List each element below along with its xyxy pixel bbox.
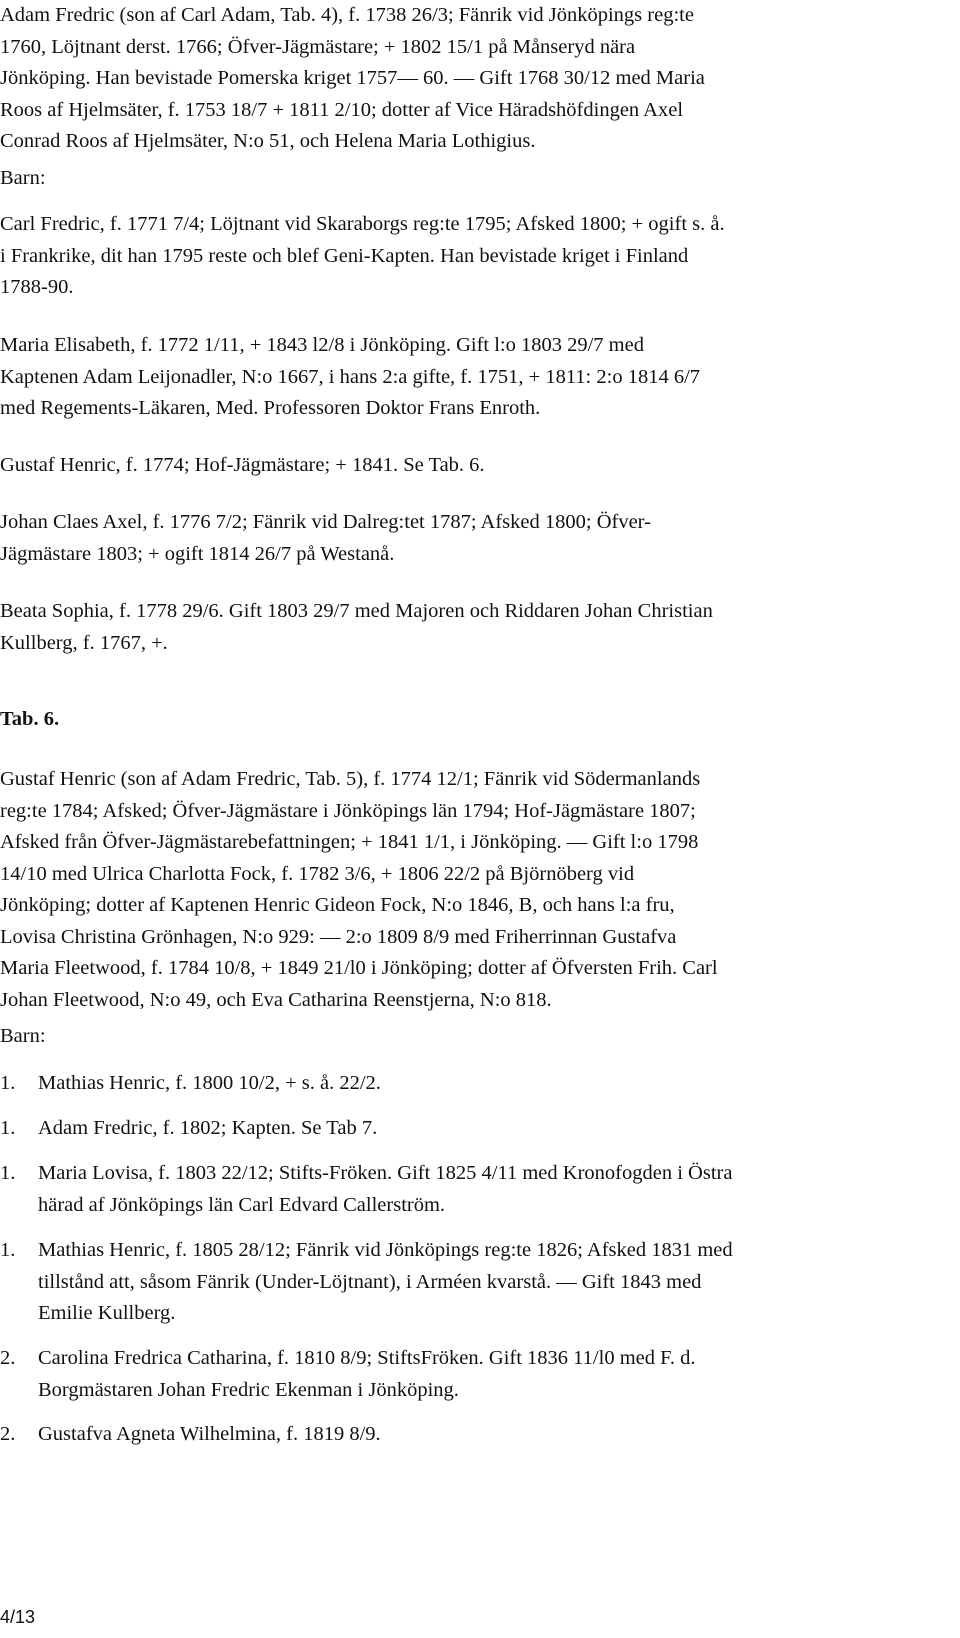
list-number: 1.	[0, 1162, 16, 1184]
text-line: Adam Fredric, f. 1802; Kapten. Se Tab 7.	[38, 1117, 378, 1139]
text-line: Gustaf Henric (son af Adam Fredric, Tab. 5), f. 1774 12/1; Fänrik vid Södermanlands	[0, 768, 701, 790]
page-number: 4/13	[0, 1607, 36, 1627]
barn-label-text: Barn:	[0, 167, 46, 189]
text-line: Mathias Henric, f. 1805 28/12; Fänrik vid Jönköpings reg:te 1826; Afsked 1831 med	[38, 1239, 733, 1261]
child-entry-gustaf-henric	[0, 450, 945, 482]
list-item	[0, 1158, 945, 1221]
text-line: Afsked från Öfver-Jägmästarebefattningen; + 1841 1/1, i Jönköping. — Gift l:o 1798	[0, 831, 699, 853]
barn-label-text: Barn:	[0, 1025, 46, 1047]
text-line: Johan Fleetwood, N:o 49, och Eva Catharina Reenstjerna, N:o 818.	[0, 988, 552, 1011]
text-line: Maria Lovisa, f. 1803 22/12; Stifts-Fröken. Gift 1825 4/11 med Kronofogden i Östra	[38, 1162, 733, 1184]
list-item	[0, 1235, 945, 1330]
list-number: 1.	[0, 1239, 16, 1261]
list-number: 2.	[0, 1347, 16, 1369]
text-line: Carl Fredric, f. 1771 7/4; Löjtnant vid Skaraborgs reg:te 1795; Afsked 1800; + ogift s. å.	[0, 213, 725, 235]
text-line: 14/10 med Ulrica Charlotta Fock, f. 1782 3/6, + 1806 22/2 på Björnöberg vid	[0, 862, 635, 885]
child-entry-johan-claes-axel	[0, 507, 945, 570]
list-item	[0, 1068, 945, 1100]
text-line: Johan Claes Axel, f. 1776 7/2; Fänrik vid Dalreg:tet 1787; Afsked 1800; Öfver-	[0, 511, 651, 533]
barn-label	[0, 1021, 945, 1053]
text-line: Mathias Henric, f. 1800 10/2, + s. å. 22/2.	[38, 1072, 381, 1094]
tab6-paragraph	[0, 764, 945, 1016]
text-line: Lovisa Christina Grönhagen, N:o 929: — 2:o 1809 8/9 med Friherrinnan Gustafva	[0, 925, 677, 948]
text-line: 1760, Löjtnant derst. 1766; Öfver-Jägmästare; + 1802 15/1 på Månseryd nära	[0, 35, 636, 58]
text-line: Conrad Roos af Hjelmsäter, N:o 51, och Helena Maria Lothigius.	[0, 130, 536, 152]
text-line: Gustaf Henric, f. 1774; Hof-Jägmästare; + 1841. Se Tab. 6.	[0, 454, 485, 476]
text-line: Beata Sophia, f. 1778 29/6. Gift 1803 29/7 med Majoren och Riddaren Johan Christian	[0, 600, 713, 622]
text-line: Gustafva Agneta Wilhelmina, f. 1819 8/9.	[38, 1423, 381, 1445]
text-line: Carolina Fredrica Catharina, f. 1810 8/9; StiftsFröken. Gift 1836 11/l0 med F. d.	[38, 1347, 696, 1369]
text-line: Maria Fleetwood, f. 1784 10/8, + 1849 21/l0 i Jönköping; dotter af Öfversten Frih. Carl	[0, 957, 718, 979]
text-line: Emilie Kullberg.	[38, 1302, 176, 1324]
text-line: tillstånd att, såsom Fänrik (Under-Löjtnant), i Arméen kvarstå. — Gift 1843 med	[38, 1270, 702, 1293]
text-line: Jönköping. Han bevistade Pomerska kriget 1757— 60. — Gift 1768 30/12 med Maria	[0, 67, 705, 89]
list-item	[0, 1113, 945, 1145]
child-entry-carl-fredric	[0, 209, 945, 304]
list-number: 1.	[0, 1072, 16, 1094]
list-number: 1.	[0, 1117, 16, 1139]
text-line: Jönköping; dotter af Kaptenen Henric Gideon Fock, N:o 1846, B, och hans l:a fru,	[0, 894, 675, 916]
intro-paragraph	[0, 0, 945, 158]
text-line: Borgmästaren Johan Fredric Ekenman i Jönköping.	[38, 1378, 459, 1401]
text-line: reg:te 1784; Afsked; Öfver-Jägmästare i Jönköpings län 1794; Hof-Jägmästare 1807;	[0, 799, 696, 822]
section-heading-tab-6: Tab. 6.	[0, 708, 60, 730]
child-entry-maria-elisabeth	[0, 330, 945, 425]
text-line: Roos af Hjelmsäter, f. 1753 18/7 + 1811 2/10; dotter af Vice Häradshöfdingen Axel	[0, 98, 684, 121]
text-line: 1788-90.	[0, 276, 74, 298]
text-line: Adam Fredric (son af Carl Adam, Tab. 4), f. 1738 26/3; Fänrik vid Jönköpings reg:te	[0, 4, 694, 26]
list-number: 2.	[0, 1423, 16, 1445]
text-line: Jägmästare 1803; + ogift 1814 26/7 på Westanå.	[0, 542, 395, 565]
text-line: härad af Jönköpings län Carl Edvard Callerström.	[38, 1193, 446, 1216]
text-line: Kaptenen Adam Leijonadler, N:o 1667, i hans 2:a gifte, f. 1751, + 1811: 2:o 1814 6/7	[0, 365, 701, 388]
list-item	[0, 1343, 945, 1406]
barn-label	[0, 163, 945, 195]
text-line: med Regements-Läkaren, Med. Professoren Doktor Frans Enroth.	[0, 397, 541, 419]
text-line: Kullberg, f. 1767, +.	[0, 631, 168, 654]
text-line: Maria Elisabeth, f. 1772 1/11, + 1843 l2/8 i Jönköping. Gift l:o 1803 29/7 med	[0, 334, 644, 356]
list-item	[0, 1419, 945, 1451]
text-line: i Frankrike, dit han 1795 reste och blef Geni-Kapten. Han bevistade kriget i Finland	[0, 244, 689, 267]
child-entry-beata-sophia	[0, 596, 945, 659]
